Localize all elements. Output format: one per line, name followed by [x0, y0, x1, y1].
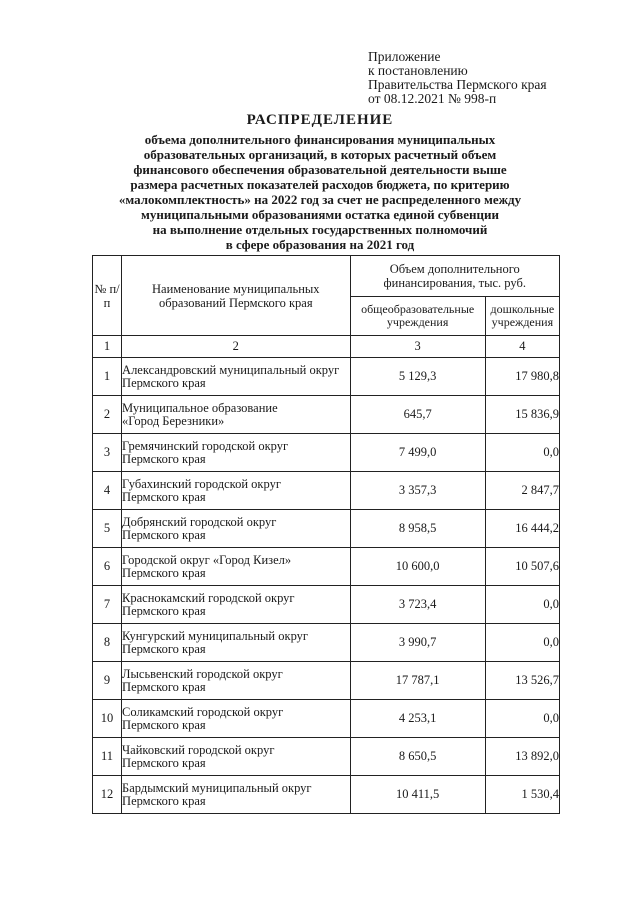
municipality-name-line: Краснокамский городской округ	[122, 590, 295, 605]
municipality-name-line: Пермского края	[122, 717, 206, 732]
municipality-name	[122, 700, 350, 738]
general-value: 8 958,5	[350, 510, 485, 548]
row-number: 9	[93, 662, 122, 700]
table-row	[93, 358, 560, 396]
municipality-name	[122, 396, 350, 434]
municipality-name-line: Пермского края	[122, 755, 206, 770]
distribution-table	[92, 255, 560, 814]
row-number: 5	[93, 510, 122, 548]
subtitle-line: на выполнение отдельных государственных полномочий	[152, 222, 488, 237]
column-number: 2	[122, 336, 350, 358]
preschool-value: 13 892,0	[485, 738, 559, 776]
municipality-name-line: Пермского края	[122, 527, 206, 542]
municipality-name	[122, 548, 350, 586]
municipality-name-line: Пермского края	[122, 565, 206, 580]
table-row	[93, 700, 560, 738]
municipality-name-line: Пермского края	[122, 641, 206, 656]
municipality-name	[122, 472, 350, 510]
appendix-line: Правительства Пермского края	[368, 77, 547, 92]
table-row	[93, 434, 560, 472]
row-number: 7	[93, 586, 122, 624]
general-value: 3 990,7	[350, 624, 485, 662]
general-value: 3 723,4	[350, 586, 485, 624]
municipality-name	[122, 510, 350, 548]
municipality-name	[122, 358, 350, 396]
municipality-name-line: Пермского края	[122, 451, 206, 466]
header-general: общеобразовательные учреждения	[350, 297, 485, 336]
general-value: 7 499,0	[350, 434, 485, 472]
general-value: 3 357,3	[350, 472, 485, 510]
column-number: 3	[350, 336, 485, 358]
appendix-line: к постановлению	[368, 63, 468, 78]
subtitle-line: муниципальными образованиями остатка единой субвенции	[141, 207, 499, 222]
general-value: 5 129,3	[350, 358, 485, 396]
municipality-name-line: Чайковский городской округ	[122, 742, 275, 757]
preschool-value: 2 847,7	[485, 472, 559, 510]
table-row	[93, 662, 560, 700]
column-number-row	[93, 336, 560, 358]
municipality-name-line: Александровский муниципальный округ	[122, 362, 340, 377]
header-name: Наименование муниципальных образований Пермского края	[122, 256, 350, 336]
preschool-value: 1 530,4	[485, 776, 559, 814]
appendix-block	[368, 50, 547, 106]
row-number: 10	[93, 700, 122, 738]
subtitle-line: в сфере образования на 2021 год	[225, 237, 415, 252]
row-number: 11	[93, 738, 122, 776]
preschool-value: 10 507,6	[485, 548, 559, 586]
table-row	[93, 472, 560, 510]
preschool-value: 16 444,2	[485, 510, 559, 548]
municipality-name-line: Пермского края	[122, 489, 206, 504]
municipality-name-line: Кунгурский муниципальный округ	[122, 628, 309, 643]
municipality-name-line: Соликамский городской округ	[122, 704, 284, 719]
table-row	[93, 738, 560, 776]
general-value: 17 787,1	[350, 662, 485, 700]
row-number: 6	[93, 548, 122, 586]
table-row	[93, 548, 560, 586]
municipality-name-line: Пермского края	[122, 375, 206, 390]
row-number: 1	[93, 358, 122, 396]
preschool-value: 0,0	[485, 434, 559, 472]
municipality-name-line: Пермского края	[122, 679, 206, 694]
municipality-name-line: Пермского края	[122, 793, 206, 808]
subtitle-line: финансового обеспечения образовательной деятельности выше	[133, 162, 507, 177]
municipality-name-line: Муниципальное образование	[122, 400, 278, 415]
general-value: 4 253,1	[350, 700, 485, 738]
table-row	[93, 586, 560, 624]
municipality-name-line: «Город Березники»	[122, 413, 225, 428]
header-num: № п/п	[93, 256, 122, 336]
municipality-name	[122, 624, 350, 662]
general-value: 8 650,5	[350, 738, 485, 776]
municipality-name-line: Городской округ «Город Кизел»	[122, 552, 292, 567]
general-value: 10 411,5	[350, 776, 485, 814]
column-number: 1	[93, 336, 122, 358]
row-number: 2	[93, 396, 122, 434]
appendix-line: от 08.12.2021 № 998-п	[368, 91, 497, 106]
header-preschool: дошкольные учреждения	[485, 297, 559, 336]
table-row	[93, 776, 560, 814]
table-row	[93, 624, 560, 662]
general-value: 10 600,0	[350, 548, 485, 586]
municipality-name	[122, 434, 350, 472]
row-number: 3	[93, 434, 122, 472]
preschool-value: 0,0	[485, 624, 559, 662]
document-subtitle	[80, 132, 560, 252]
preschool-value: 15 836,9	[485, 396, 559, 434]
subtitle-line: образовательных организаций, в которых расчетный объем	[143, 147, 497, 162]
preschool-value: 13 526,7	[485, 662, 559, 700]
row-number: 12	[93, 776, 122, 814]
municipality-name-line: Губахинский городской округ	[122, 476, 281, 491]
appendix-line: Приложение	[368, 49, 441, 64]
municipality-name-line: Добрянский городской округ	[122, 514, 277, 529]
subtitle-line: объема дополнительного финансирования муниципальных	[144, 132, 496, 147]
municipality-name-line: Лысьвенский городской округ	[122, 666, 283, 681]
municipality-name-line: Гремячинский городской округ	[122, 438, 289, 453]
subtitle-line: размера расчетных показателей расходов бюджета, по критерию	[130, 177, 510, 192]
preschool-value: 17 980,8	[485, 358, 559, 396]
municipality-name-line: Бардымский муниципальный округ	[122, 780, 312, 795]
preschool-value: 0,0	[485, 700, 559, 738]
table-row	[93, 510, 560, 548]
municipality-name	[122, 776, 350, 814]
header-volume: Объем дополнительного финансирования, тыс. руб.	[350, 256, 559, 297]
row-number: 4	[93, 472, 122, 510]
row-number: 8	[93, 624, 122, 662]
column-number: 4	[485, 336, 559, 358]
table-row	[93, 396, 560, 434]
municipality-name-line: Пермского края	[122, 603, 206, 618]
municipality-name	[122, 586, 350, 624]
general-value: 645,7	[350, 396, 485, 434]
preschool-value: 0,0	[485, 586, 559, 624]
municipality-name	[122, 662, 350, 700]
municipality-name	[122, 738, 350, 776]
subtitle-line: «малокомплектность» на 2022 год за счет не распределенного между	[118, 192, 522, 207]
document-title: РАСПРЕДЕЛЕНИЕ	[246, 112, 394, 128]
